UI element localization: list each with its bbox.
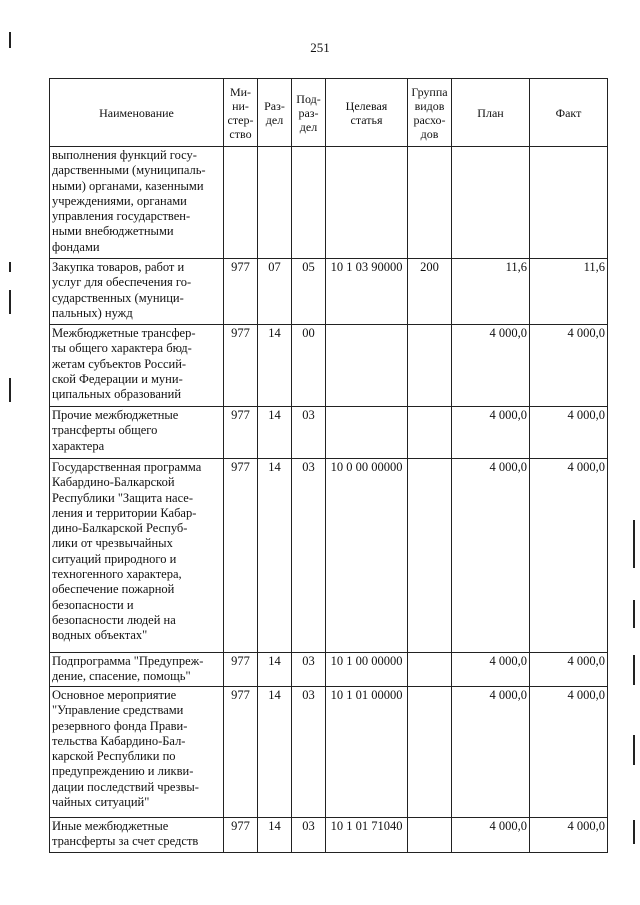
cell-expense-group (408, 687, 452, 818)
header-expense-group: Группа видов расхо- дов (408, 79, 452, 147)
cell-subsection: 03 (292, 459, 326, 653)
scan-mark (633, 600, 635, 628)
cell-name: Основное мероприятие "Управление средствами резервного фонда Прави- тельства Кабардино-Бал- карской Республики по предупреждению и ликви- дации последствий чрезвы- чайных ситуаций" (50, 687, 224, 818)
cell-subsection: 00 (292, 325, 326, 407)
scan-mark (9, 32, 11, 48)
cell-subsection: 03 (292, 653, 326, 687)
cell-name: Закупка товаров, работ и услуг для обеспечения го- сударственных (муници- пальных) нужд (50, 259, 224, 325)
cell-target (326, 325, 408, 407)
cell-subsection: 03 (292, 818, 326, 853)
cell-name: Межбюджетные трансфер- ты общего характера бюд- жетам субъектов Россий- ской Федерации и муни- ципальных образований (50, 325, 224, 407)
cell-expense-group (408, 147, 452, 259)
cell-ministry: 977 (224, 653, 258, 687)
cell-fact: 11,6 (530, 259, 608, 325)
cell-target (326, 147, 408, 259)
cell-name: выполнения функций госу- дарственными (муниципаль- ными) органами, казенными учреждениями, органами управления государствен- ными внебюджетными фондами (50, 147, 224, 259)
cell-section: 14 (258, 459, 292, 653)
scan-mark (9, 290, 11, 314)
scan-mark (633, 520, 635, 568)
header-fact: Факт (530, 79, 608, 147)
table-row (50, 325, 608, 407)
cell-fact (530, 147, 608, 259)
scan-mark (633, 820, 635, 844)
cell-target (326, 407, 408, 459)
cell-ministry (224, 147, 258, 259)
cell-section: 14 (258, 687, 292, 818)
cell-target: 10 1 00 00000 (326, 653, 408, 687)
cell-target: 10 0 00 00000 (326, 459, 408, 653)
cell-ministry: 977 (224, 459, 258, 653)
cell-target: 10 1 03 90000 (326, 259, 408, 325)
header-ministry: Ми- ни- стер- ство (224, 79, 258, 147)
cell-plan: 4 000,0 (452, 653, 530, 687)
cell-name: Иные межбюджетные трансферты за счет средств (50, 818, 224, 853)
table-row (50, 407, 608, 459)
cell-target: 10 1 01 00000 (326, 687, 408, 818)
cell-fact: 4 000,0 (530, 459, 608, 653)
table-row (50, 147, 608, 259)
cell-fact: 4 000,0 (530, 653, 608, 687)
cell-ministry: 977 (224, 325, 258, 407)
table-row (50, 459, 608, 653)
cell-ministry: 977 (224, 818, 258, 853)
header-subsection: Под- раз- дел (292, 79, 326, 147)
cell-expense-group (408, 818, 452, 853)
cell-subsection: 05 (292, 259, 326, 325)
cell-expense-group (408, 459, 452, 653)
header-section: Раз- дел (258, 79, 292, 147)
cell-fact: 4 000,0 (530, 818, 608, 853)
cell-plan: 4 000,0 (452, 818, 530, 853)
cell-expense-group: 200 (408, 259, 452, 325)
cell-plan: 11,6 (452, 259, 530, 325)
cell-fact: 4 000,0 (530, 325, 608, 407)
header-name: Наименование (50, 79, 224, 147)
cell-plan: 4 000,0 (452, 407, 530, 459)
page-number: 251 (310, 40, 330, 55)
cell-expense-group (408, 325, 452, 407)
table-row (50, 259, 608, 325)
table-row (50, 818, 608, 853)
table-row (50, 687, 608, 818)
cell-fact: 4 000,0 (530, 407, 608, 459)
scan-mark (633, 655, 635, 685)
scan-mark (9, 378, 11, 402)
cell-ministry: 977 (224, 407, 258, 459)
budget-table (49, 78, 608, 853)
cell-section: 07 (258, 259, 292, 325)
cell-fact: 4 000,0 (530, 687, 608, 818)
cell-name: Государственная программа Кабардино-Балкарской Республики "Защита насе- ления и территории Кабар- дино-Балкарской Респуб- лики от чрезвычайных ситуаций природного и техногенного характера, обеспечение пожарной безопасности и безопасности людей на водных объектах" (50, 459, 224, 653)
cell-section: 14 (258, 407, 292, 459)
cell-name: Прочие межбюджетные трансферты общего характера (50, 407, 224, 459)
cell-section: 14 (258, 653, 292, 687)
cell-plan: 4 000,0 (452, 459, 530, 653)
cell-plan: 4 000,0 (452, 325, 530, 407)
scan-mark (633, 735, 635, 765)
cell-ministry: 977 (224, 687, 258, 818)
cell-plan: 4 000,0 (452, 687, 530, 818)
cell-section: 14 (258, 325, 292, 407)
cell-subsection: 03 (292, 687, 326, 818)
cell-plan (452, 147, 530, 259)
cell-subsection: 03 (292, 407, 326, 459)
scan-mark (9, 262, 11, 272)
header-row (50, 79, 608, 147)
cell-section: 14 (258, 818, 292, 853)
cell-target: 10 1 01 71040 (326, 818, 408, 853)
header-plan: План (452, 79, 530, 147)
cell-expense-group (408, 653, 452, 687)
cell-subsection (292, 147, 326, 259)
cell-ministry: 977 (224, 259, 258, 325)
cell-expense-group (408, 407, 452, 459)
header-target: Целевая статья (326, 79, 408, 147)
table-row (50, 653, 608, 687)
cell-name: Подпрограмма "Предупреж- дение, спасение, помощь" (50, 653, 224, 687)
cell-section (258, 147, 292, 259)
